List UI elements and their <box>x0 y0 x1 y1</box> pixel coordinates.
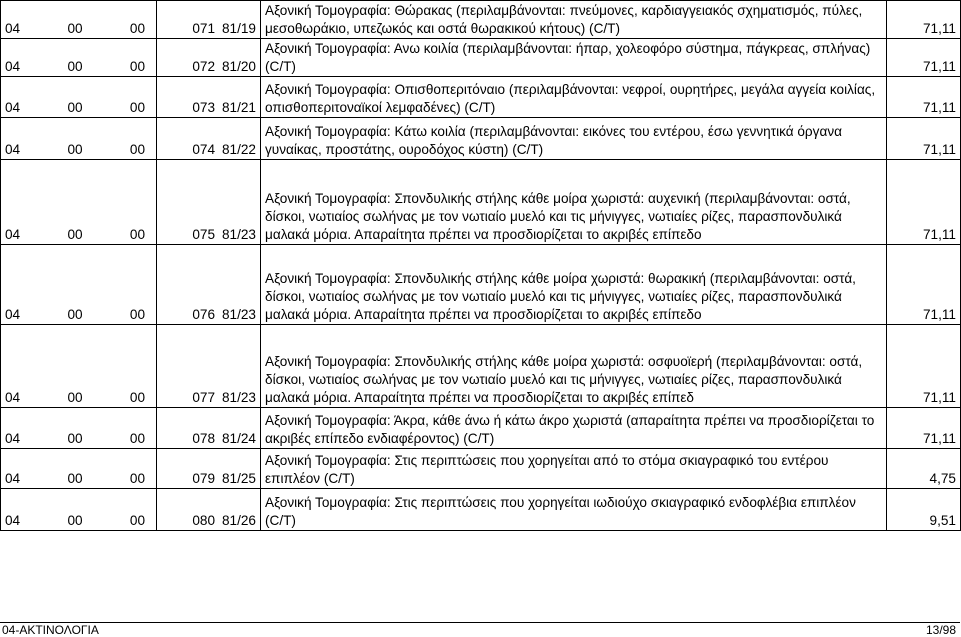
row-description: Αξονική Τομογραφία: Ανω κοιλία (περιλαμβάνονται: ήπαρ, χολεοφόρο σύστημα, πάγκρεας, σπλήνας) (C/T) <box>261 39 887 77</box>
row-code: 04 00 00 077 <box>1 325 157 408</box>
row-code: 04 00 00 072 <box>1 39 157 77</box>
row-code: 04 00 00 078 <box>1 408 157 449</box>
table-row <box>1 39 961 77</box>
row-description: Αξονική Τομογραφία: Σπονδυλικής στήλης κάθε μοίρα χωριστά: αυχενική (περιλαμβάνονται: οστά, δίσκοι, νωτιαίος σωλήνας με τον νωτιαίο μυελό και τις μήνιγγες, νωτιαίες ρίζες, παρασπονδυλικά μαλακά μόρια. Απαραίτητα πρέπει να προσδιορίζεται το ακριβές επίπεδο <box>261 160 887 245</box>
row-ref: 81/25 <box>157 449 261 489</box>
row-code: 04 00 00 073 <box>1 77 157 118</box>
row-code: 04 00 00 080 <box>1 489 157 531</box>
table-row <box>1 1 961 39</box>
row-value: 71,11 <box>887 408 961 449</box>
row-description: Αξονική Τομογραφία: Στις περιπτώσεις που χορηγείται από το στόμα σκιαγραφικό του εντέρου επιπλέον (C/T) <box>261 449 887 489</box>
row-value: 71,11 <box>887 245 961 325</box>
row-description: Αξονική Τομογραφία: Θώρακας (περιλαμβάνονται: πνεύμονες, καρδιαγγειακός σχηματισμός, πύλες, μεσοθωράκιο, υπεζωκός και οστά θωρακικού κήτους) (C/T) <box>261 1 887 39</box>
row-value: 71,11 <box>887 160 961 245</box>
row-ref: 81/21 <box>157 77 261 118</box>
table-row <box>1 449 961 489</box>
row-code: 04 00 00 076 <box>1 245 157 325</box>
table-row <box>1 77 961 118</box>
row-code: 04 00 00 079 <box>1 449 157 489</box>
row-ref: 81/23 <box>157 160 261 245</box>
row-value: 71,11 <box>887 1 961 39</box>
row-ref: 81/20 <box>157 39 261 77</box>
table-row <box>1 489 961 531</box>
table-row <box>1 118 961 160</box>
row-ref: 81/23 <box>157 325 261 408</box>
table-row <box>1 408 961 449</box>
row-description: Αξονική Τομογραφία: Κάτω κοιλία (περιλαμβάνονται: εικόνες του εντέρου, έσω γεννητικά όργανα γυναίκας, προστάτης, ουροδόχος κύστη) (C/T) <box>261 118 887 160</box>
table-row <box>1 325 961 408</box>
row-ref: 81/19 <box>157 1 261 39</box>
row-code: 04 00 00 071 <box>1 1 157 39</box>
row-ref: 81/26 <box>157 489 261 531</box>
row-description: Αξονική Τομογραφία: Οπισθοπεριτόναιο (περιλαμβάνονται: νεφροί, ουρητήρες, μεγάλα αγγεία κοιλίας, οπισθοπεριτοναϊκοί λεμφαδένες) (C/T) <box>261 77 887 118</box>
row-value: 71,11 <box>887 118 961 160</box>
row-value: 71,11 <box>887 325 961 408</box>
row-value: 71,11 <box>887 77 961 118</box>
table-row <box>1 245 961 325</box>
row-value: 71,11 <box>887 39 961 77</box>
row-ref: 81/23 <box>157 245 261 325</box>
page-footer <box>0 622 960 637</box>
row-ref: 81/24 <box>157 408 261 449</box>
row-ref: 81/22 <box>157 118 261 160</box>
row-description: Αξονική Τομογραφία: Σπονδυλικής στήλης κάθε μοίρα χωριστά: οσφυοϊερή (περιλαμβάνονται: οστά, δίσκοι, νωτιαίος σωλήνας με τον νωτιαίο μυελό και τις μήνιγγες, νωτιαίες ρίζες, παρασπονδυλικά μαλακά μόρια. Απαραίτητα πρέπει να προσδιορίζεται το ακριβές επίπεδ <box>261 325 887 408</box>
row-description: Αξονική Τομογραφία: Σπονδυλικής στήλης κάθε μοίρα χωριστά: θωρακική (περιλαμβάνονται: οστά, δίσκοι, νωτιαίος σωλήνας με τον νωτιαίο μυελό και τις μήνιγγες, νωτιαίες ρίζες, παρασπονδυλικά μαλακά μόρια. Απαραίτητα πρέπει να προσδιορίζεται το ακριβές επίπεδο <box>261 245 887 325</box>
row-description: Αξονική Τομογραφία: Άκρα, κάθε άνω ή κάτω άκρο χωριστά (απαραίτητα πρέπει να προσδιορίζεται το ακριβές επίπεδο ενδιαφέροντος) (C/T) <box>261 408 887 449</box>
row-value: 4,75 <box>887 449 961 489</box>
row-value: 9,51 <box>887 489 961 531</box>
row-code: 04 00 00 074 <box>1 118 157 160</box>
footer-page-number: 13/98 <box>925 623 956 637</box>
footer-section-title: 04-ΑΚΤΙΝΟΛΟΓΙΑ <box>2 623 99 637</box>
table-row <box>1 160 961 245</box>
row-code: 04 00 00 075 <box>1 160 157 245</box>
row-description: Αξονική Τομογραφία: Στις περιπτώσεις που χορηγείται ιωδιούχο σκιαγραφικό ενδοφλέβια επιπλέον (C/T) <box>261 489 887 531</box>
